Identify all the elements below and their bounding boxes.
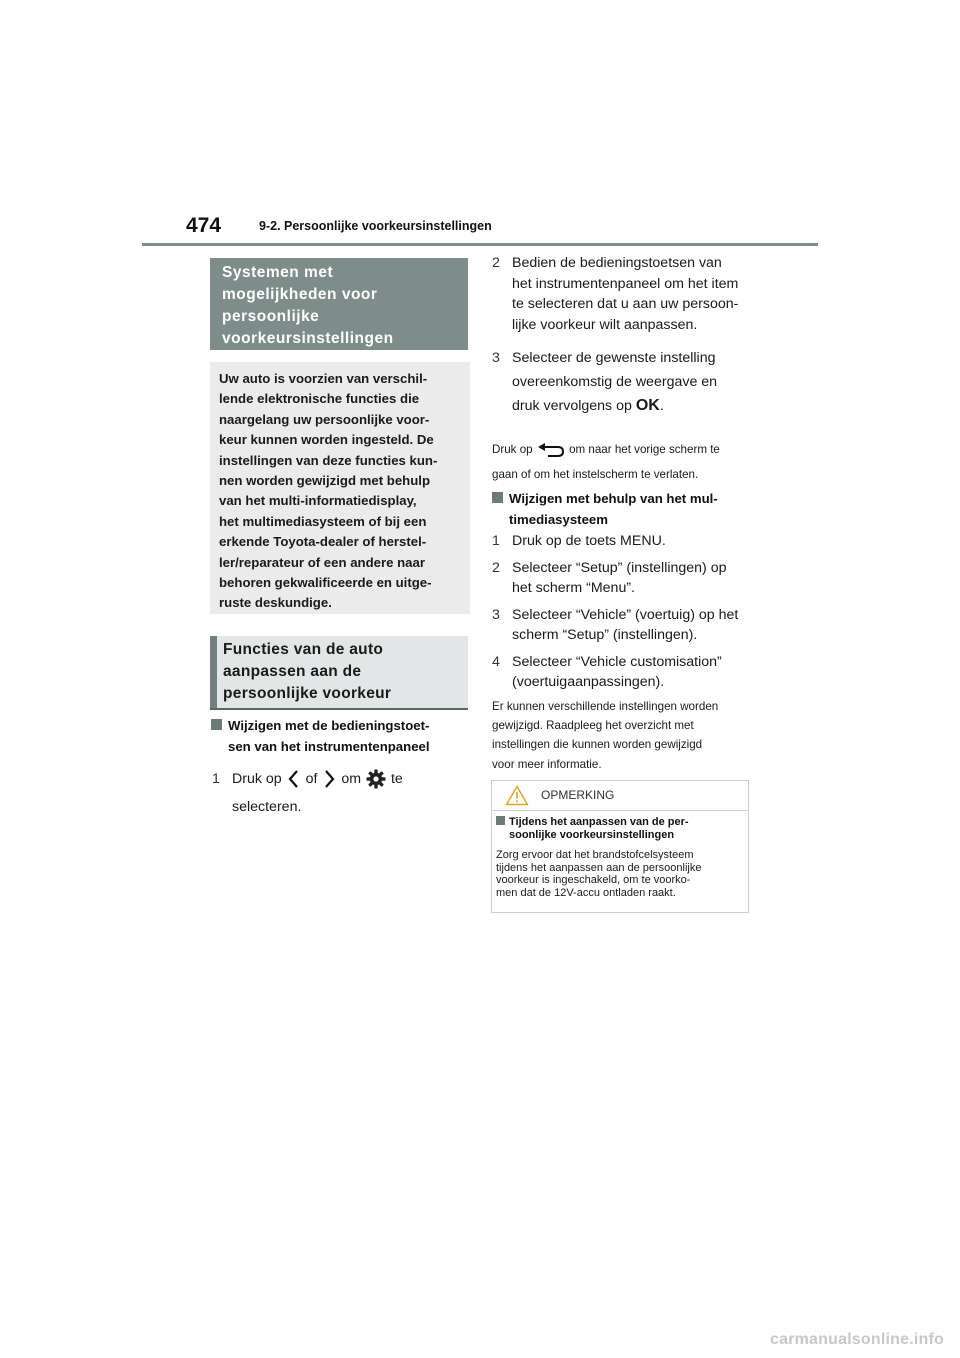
systems-heading-line: Systemen met [222,264,334,281]
functions-heading-line: aanpassen aan de [223,663,362,680]
step-text: te selecteren dat u aan uw persoon- [512,296,739,312]
intro-line: nen worden gewijzigd met behulp [219,473,431,489]
gear-icon [365,768,387,790]
info-line: voor meer informatie. [492,757,602,771]
intro-line: ruste deskundige. [219,595,332,611]
notice-text-line: voorkeur is ingeschakeld, om te voorko- [496,874,691,886]
return-arrow-icon [536,442,566,458]
step-text: Bedien de bedieningstoetsen van [512,255,722,271]
chevron-right-icon [321,768,337,790]
step-text: Selecteer “Setup” (instellingen) op [512,559,727,576]
step-text: of [305,770,318,787]
systems-heading-box [210,258,468,350]
square-bullet-icon [211,719,222,730]
functions-heading-rule [210,708,468,710]
info-paragraph [492,697,760,774]
systems-heading-line: mogelijkheden voor [222,286,378,303]
page-number: 474 [186,214,222,237]
list-item [492,605,760,646]
step-text: Selecteer “Vehicle” (voertuig) op het [512,606,739,623]
notice-divider [492,810,748,811]
note-text: Druk op [492,443,533,456]
intro-line: instellingen van deze functies kun- [219,452,438,468]
systems-heading-line: persoonlijke [222,308,320,325]
square-bullet-icon [496,816,505,825]
info-line: Er kunnen verschillende instellingen worden [492,700,719,713]
note-text: gaan of om het instelscherm te verlaten. [492,468,699,482]
step-text: scherm “Setup” (instellingen). [512,627,698,643]
notice-label: OPMERKING [541,788,615,802]
intro-line: keur kunnen worden ingesteld. De [219,432,434,448]
subheading-line: sen van het instrumentenpaneel [228,738,430,754]
notice-box [491,780,749,913]
step-text: . [659,398,664,414]
ok-button-icon: OK [635,397,660,414]
intro-line: lende elektronische functies die [219,391,420,407]
right-step-3 [492,346,760,418]
step-text: druk vervolgens op [512,398,632,414]
instrument-panel-subheading [211,716,473,757]
list-item [492,652,760,693]
square-bullet-icon [492,492,503,503]
step-text: Druk op [232,770,282,787]
back-note [492,440,760,484]
list-item [492,531,760,552]
step-number: 2 [492,255,500,271]
step-number: 4 [492,653,500,670]
note-text: om naar het vorige scherm te [569,443,720,456]
multimedia-subheading [492,489,760,530]
step-text: te [390,770,403,787]
subheading-line: Wijzigen met behulp van het mul- [509,491,718,506]
section-title: 9-2. Persoonlijke voorkeursinstellingen [259,219,492,233]
step-text: selecteren. [232,799,302,815]
intro-box [210,362,470,614]
step-text: Selecteer de gewenste instelling [512,350,716,366]
notice-header [492,781,748,810]
info-line: gewijzigd. Raadpleeg het overzicht met [492,719,694,733]
step-number: 1 [492,533,500,549]
functions-heading-line: Functies van de auto [223,641,384,658]
notice-subheading-line: soonlijke voorkeursinstellingen [509,828,675,841]
chevron-left-icon [286,768,302,790]
notice-text [496,849,701,899]
warning-triangle-icon [505,785,529,806]
step-number: 3 [492,350,500,366]
right-step-list [492,531,760,693]
step-text: Druk op de toets MENU. [512,533,666,549]
info-line: instellingen die kunnen worden gewijzigd [492,738,703,752]
notice-text-line: Zorg ervoor dat het brandstofcelsysteem [496,849,694,861]
intro-line: Uw auto is voorzien van verschil- [219,371,428,386]
list-item [492,558,760,599]
intro-line: van het multi-informatiedisplay, [219,493,417,509]
intro-line: behoren gekwalificeerde en uitge- [219,575,432,591]
step-text: het scherm “Menu”. [512,580,635,596]
subheading-line: Wijzigen met de bedieningstoet- [228,718,430,733]
notice-text-line: tijdens het aanpassen aan de persoonlijke [496,861,702,874]
left-step-1 [212,768,474,818]
intro-line: ler/reparateur of een andere naar [219,554,425,570]
functions-heading-box [210,636,468,708]
step-text: overeenkomstig de weergave en [512,374,718,390]
notice-text-line: men dat de 12V-accu ontladen raakt. [496,886,676,899]
subheading-line: timediasysteem [509,511,608,527]
notice-subheading-line: Tijdens het aanpassen van de per- [509,816,689,828]
step-text: (voertuigaanpassingen). [512,674,665,690]
step-number: 2 [492,559,500,576]
step-number: 3 [492,606,500,623]
step-text: lijke voorkeur wilt aanpassen. [512,316,698,333]
functions-heading-line: persoonlijke voorkeur [223,685,392,702]
step-text: om [341,770,362,787]
notice-subheading [496,816,689,841]
header-divider [142,243,818,246]
step-text: Selecteer “Vehicle customisation” [512,653,722,670]
right-step-2 [492,253,760,335]
intro-line: het multimediasysteem of bij een [219,513,427,529]
intro-line: naargelang uw persoonlijke voor- [219,411,430,427]
step-text: het instrumentenpaneel om het item [512,275,739,292]
intro-line: erkende Toyota-dealer of herstel- [219,534,427,550]
step-number: 1 [212,770,220,787]
systems-heading-line: voorkeursinstellingen [222,330,394,347]
watermark: carmanualsonline.info [770,1331,945,1348]
